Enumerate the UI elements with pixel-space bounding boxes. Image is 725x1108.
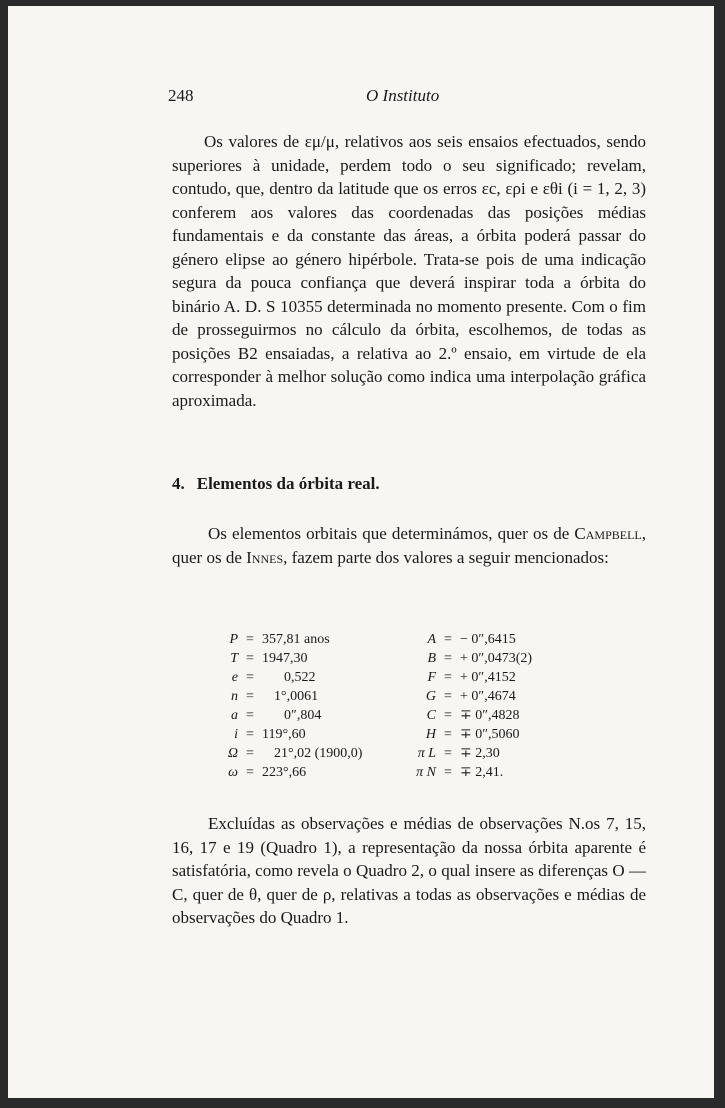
element-row (222, 649, 362, 668)
element-symbol: G (425, 689, 436, 704)
element-symbol: n (231, 689, 238, 704)
element-value: 1947,30 (262, 651, 308, 666)
equals-sign: = (246, 746, 254, 761)
element-symbol: Ω (227, 746, 238, 761)
element-symbol: H (425, 727, 436, 742)
element-value: 357,81 anos (262, 632, 330, 647)
element-value: + 0″,0473(2) (460, 651, 533, 666)
element-row (222, 706, 362, 725)
element-symbol: A (427, 632, 436, 647)
element-value: 21°,02 (1900,0) (274, 746, 363, 761)
element-row (404, 668, 532, 687)
equals-sign: = (444, 708, 452, 723)
element-value: + 0″,4152 (460, 670, 516, 685)
element-value: 0″,804 (284, 708, 322, 723)
equals-sign: = (246, 651, 254, 666)
orbital-elements-right (404, 630, 532, 782)
element-row (404, 687, 532, 706)
paragraph-text: , fazem parte dos valores a seguir mencionados: (283, 547, 609, 567)
element-value: + 0″,4674 (460, 689, 516, 704)
element-row (222, 668, 362, 687)
equals-sign: = (444, 727, 452, 742)
element-row (222, 725, 362, 744)
section-heading (172, 474, 380, 494)
element-symbol: C (426, 708, 436, 723)
equals-sign: = (444, 651, 452, 666)
element-symbol: π L (417, 746, 436, 761)
section-title: Elementos da órbita real. (196, 474, 380, 493)
element-symbol: F (427, 670, 436, 685)
element-value: ∓ 2,41. (460, 765, 504, 780)
element-value: ∓ 2,30 (460, 746, 500, 761)
element-symbol: B (427, 651, 436, 666)
element-row (222, 744, 362, 763)
element-row (404, 630, 532, 649)
equals-sign: = (444, 765, 452, 780)
element-value: 1°,0061 (274, 689, 319, 704)
element-symbol: P (229, 632, 238, 647)
author-name-innes: Innes (246, 547, 284, 567)
element-symbol: i (234, 727, 238, 742)
element-row (222, 763, 362, 782)
running-title: O Instituto (366, 86, 440, 105)
page-number: 248 (168, 86, 194, 105)
element-value: ∓ 0″,5060 (460, 727, 520, 742)
equals-sign: = (246, 708, 254, 723)
element-row (404, 706, 532, 725)
equals-sign: = (444, 746, 452, 761)
equals-sign: = (444, 632, 452, 647)
equals-sign: = (246, 632, 254, 647)
element-symbol: e (231, 670, 238, 685)
author-name-campbell: Campbell (574, 524, 642, 543)
element-value: 223°,66 (262, 765, 307, 780)
orbital-elements-left (222, 630, 362, 782)
element-value: 119°,60 (262, 727, 306, 742)
element-row (404, 763, 532, 782)
equals-sign: = (444, 670, 452, 685)
element-row (222, 687, 362, 706)
element-row (222, 630, 362, 649)
element-value: 0,522 (284, 670, 316, 685)
equals-sign: = (246, 670, 254, 685)
paragraph-observations: Excluídas as observações e médias de observações N.os 7, 15, 16, 17 e 19 (Quadro 1), a representação da nossa órbita aparente é satisfatória, como revela o Quadro 2, o qual insere as diferenças O — C, quer de θ, quer de ρ, relativas a todas as observações e médias de observações do Quadro 1. (172, 814, 646, 927)
element-row (404, 725, 532, 744)
equals-sign: = (246, 765, 254, 780)
book-page (8, 6, 714, 1098)
element-symbol: T (230, 651, 238, 666)
element-value: − 0″,6415 (460, 632, 516, 647)
paragraph-text: Os elementos orbitais que determinámos, quer os de (208, 524, 575, 543)
equals-sign: = (246, 727, 254, 742)
equals-sign: = (246, 689, 254, 704)
element-value: ∓ 0″,4828 (460, 708, 520, 723)
element-row (404, 744, 532, 763)
element-symbol: a (231, 708, 238, 723)
equals-sign: = (444, 689, 452, 704)
paragraph-elements-intro (172, 522, 646, 569)
section-number: 4. (172, 474, 185, 493)
paragraph-text: , quer os de (172, 524, 646, 567)
element-row (404, 649, 532, 668)
element-symbol: π N (416, 765, 436, 780)
element-symbol: ω (228, 765, 238, 780)
paragraph-orbit-confidence: Os valores de εμ/μ, relativos aos seis ensaios efectuados, sendo superiores à unidade, perdem todo o seu significado; revelam, contudo, que, dentro da latitude que os erros εc, ερi e εθi (i = 1, 2, 3) conferem aos valores das coordenadas das posições médias fundamentais e da constante das áreas, a órbita poderá passar do género elipse ao género hipérbole. Trata-se pois de uma indicação segura da pouca confiança que deverá inspirar toda a órbita do binário A. D. S 10355 determinada no momento presente. Com o fim de prosseguirmos no cálculo da órbita, escolhemos, de todas as posições B2 ensaiadas, a relativa ao 2.º ensaio, em virtude de ela corresponder à melhor solução como indica uma interpolação gráfica aproximada. (172, 132, 646, 410)
